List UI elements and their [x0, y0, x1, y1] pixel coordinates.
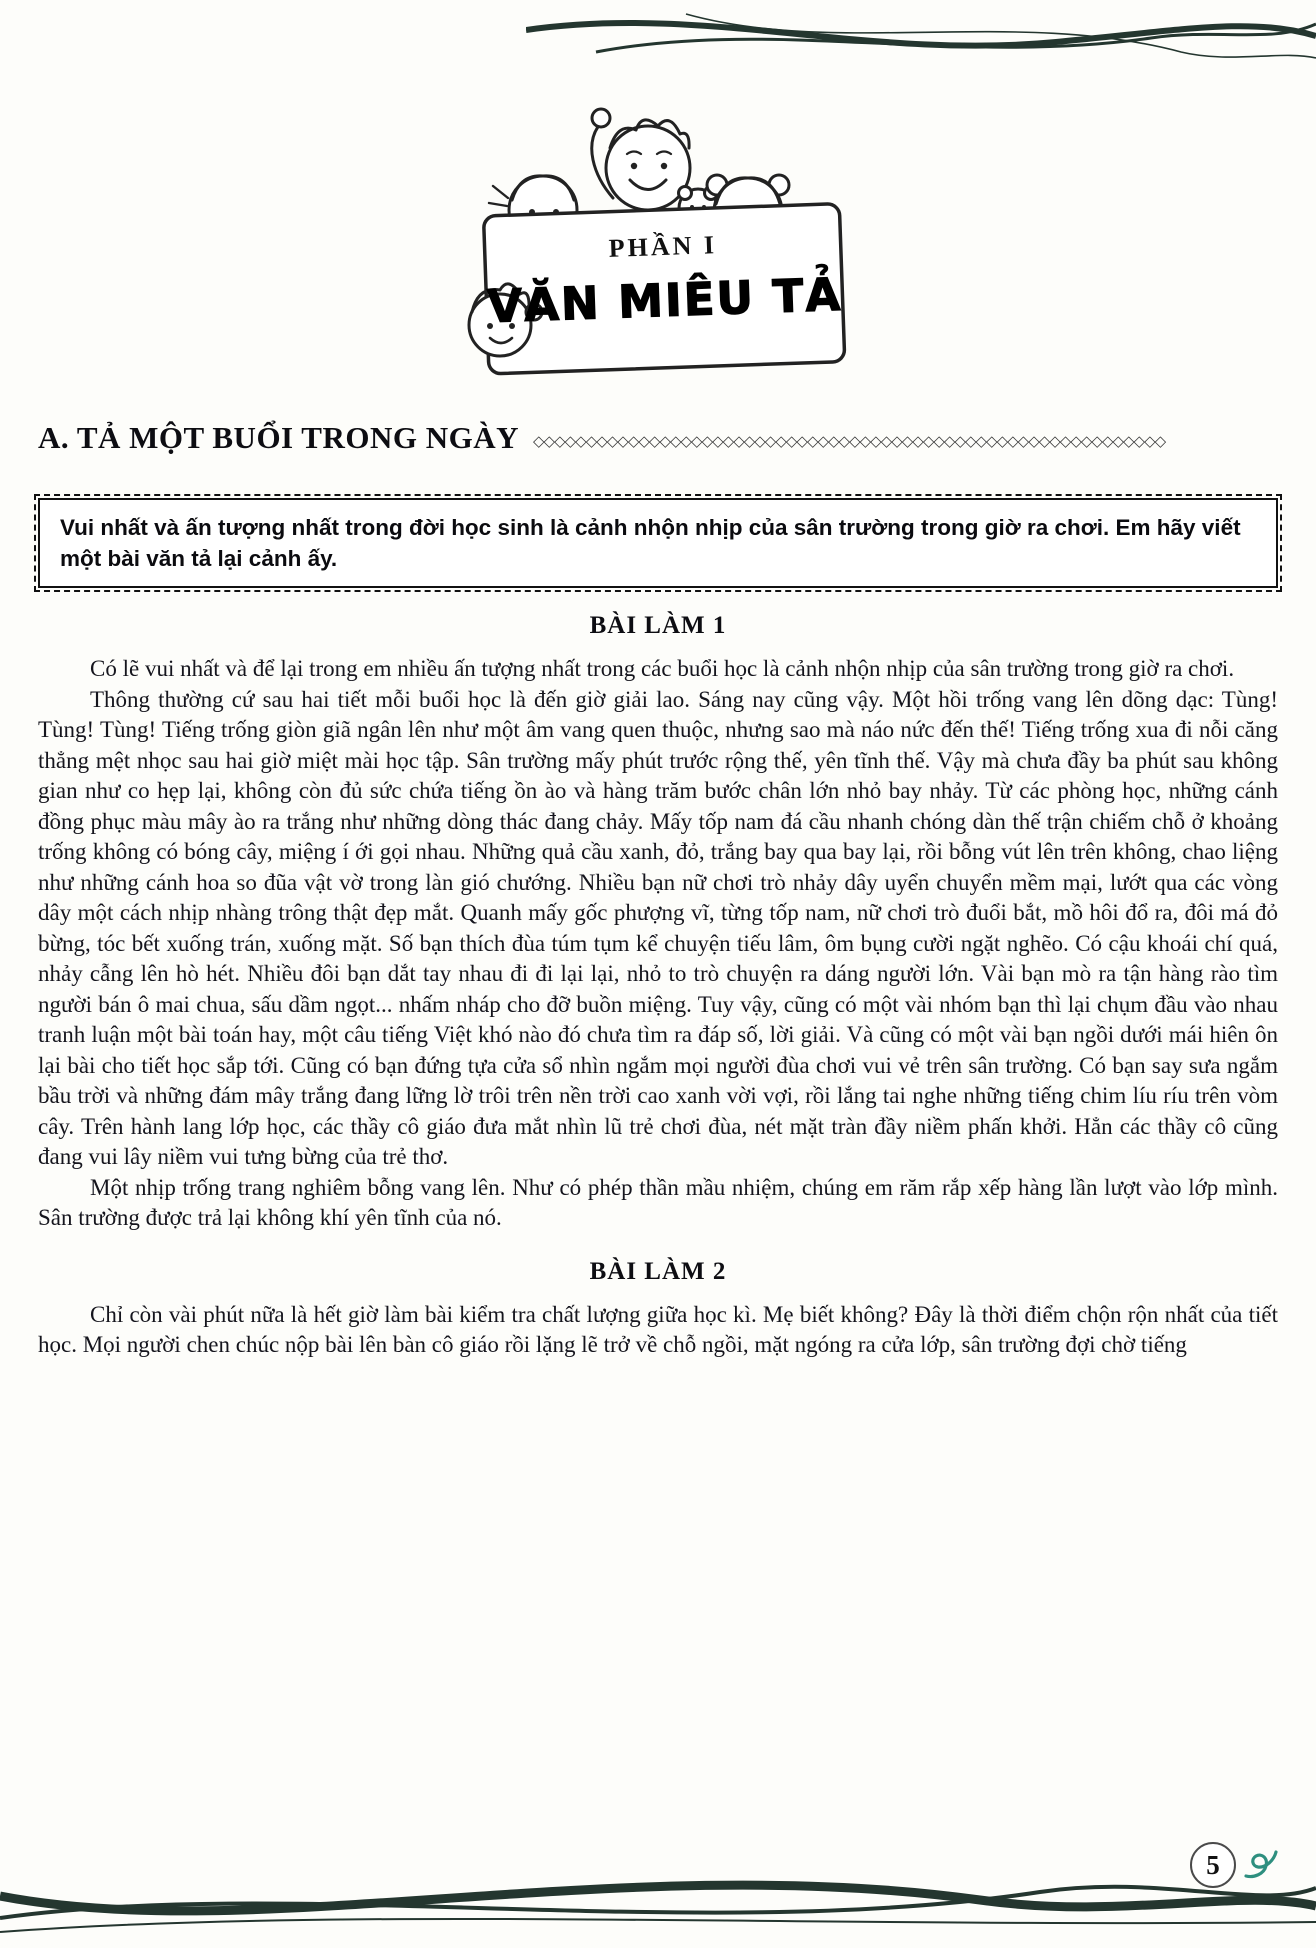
essay1-heading: BÀI LÀM 1	[589, 612, 727, 639]
part-label: PHẦN I	[608, 230, 718, 263]
part-title: VĂN MIÊU TẢ	[486, 267, 844, 334]
prompt-text: Vui nhất và ấn tượng nhất trong đời học sinh là cảnh nhộn nhịp của sân trường trong giờ ra chơi. Em hãy viết một bài văn tả lại cảnh ấy.	[60, 515, 1241, 571]
section-heading: A. TẢ MỘT BUỔI TRONG NGÀY	[38, 420, 520, 455]
header-illustration	[408, 80, 908, 390]
prompt-box	[38, 498, 1278, 588]
paragraph: Thông thường cứ sau hai tiết mỗi buổi học là đến giờ giải lao. Sáng nay cũng vậy. Một hồi trống vang lên dõng dạc: Tùng! Tùng! Tùng! Tiếng trống giòn giã ngân lên như một âm vang quen thuộc, nhưng sao mà náo nức đến thế! Tiếng trống xua đi nỗi căng thẳng mệt nhọc sau hai giờ miệt mài học tập. Sân trường mấy phút trước rộng thế, yên tĩnh thế. Vậy mà chưa đầy ba phút sau không gian như co hẹp lại, không còn đủ sức chứa tiếng ồn ào và hàng trăm bước chân lớn nhỏ bay nhảy. Từ các phòng học, những cánh đồng phục màu mây ào ra trắng như những dòng thác đang chảy. Mấy tốp nam đá cầu nhanh chóng dàn thế trận chiếm chỗ ở khoảng trống không có bóng cây, miệng í ới gọi nhau. Những quả cầu xanh, đỏ, trắng bay qua bay lại, rồi bỗng vút lên trên không, chao liệng như những cánh hoa so đũa vật vờ trong làn gió chướng. Nhiều bạn nữ chơi trò nhảy dây uyển chuyển mềm mại, lướt qua các vòng dây một cách nhịp nhàng trông thật đẹp mắt. Quanh mấy gốc phượng vĩ, từng tốp nam, nữ chơi trò đuổi bắt, mồ hôi đổ ra, đôi má đỏ bừng, tóc bết xuống trán, xuống mặt. Số bạn thích đùa túm tụm kể chuyện tiếu lâm, ôm bụng cười ngặt nghẽo. Có cậu khoái chí quá, nhảy cẫng lên hò hét. Nhiều đôi bạn dắt tay nhau đi đi lại lại, nhỏ to trò chuyện ra dáng người lớn. Vài bạn mò ra tận hàng rào tìm người bán ô mai chua, sấu dầm ngọt... nhấm nháp cho đỡ buồn miệng. Tuy vậy, cũng có một vài nhóm bạn thì lại chụm đầu vào nhau tranh luận một bài toán hay, một câu tiếng Việt khó nào đó chưa tìm ra đáp số, lời giải. Và cũng có một vài bạn ngồi dưới mái hiên ôn lại bài cho tiết học sắp tới. Cũng có bạn đứng tựa cửa sổ nhìn ngắm mọi người đùa chơi vui vẻ trên sân trường. Có bạn say sưa ngắm bầu trời và những đám mây trắng đang lững lờ trôi trên nền trời cao xanh vời vợi, rồi lắng tai nghe những tiếng chim líu ríu trên vòm cây. Trên hành lang lớp học, các thầy cô giáo đưa mắt nhìn lũ trẻ chơi đùa, nét mặt tràn đầy niềm phấn khởi. Hẳn các thầy cô cũng đang vui lây niềm vui tưng bừng của trẻ thơ.	[38, 686, 1278, 1169]
diamond-chain-decoration	[533, 432, 1278, 451]
section-heading-row	[38, 420, 1278, 456]
essay1-body	[38, 654, 1278, 1234]
paragraph: Một nhịp trống trang nghiêm bỗng vang lên. Như có phép thần mầu nhiệm, chúng em răm rắp xếp hàng lần lượt vào lớp mình. Sân trường được trả lại không khí yên tĩnh của nó.	[38, 1174, 1278, 1230]
page-number: 5	[1190, 1842, 1236, 1888]
essay2-body	[38, 1300, 1278, 1361]
essay2-heading: BÀI LÀM 2	[589, 1257, 727, 1285]
title-banner	[484, 226, 843, 333]
top-swirl-decoration	[526, 0, 1316, 82]
paragraph: Có lẽ vui nhất và để lại trong em nhiều ấn tượng nhất trong các buổi học là cảnh nhộn nhịp của sân trường trong giờ ra chơi.	[90, 656, 1235, 681]
paragraph: Chỉ còn vài phút nữa là hết giờ làm bài kiểm tra chất lượng giữa học kì. Mẹ biết không? Đây là thời điểm chộn rộn nhất của tiết học. Mọi người chen chúc nộp bài lên bàn cô giáo rồi lặng lẽ trở về chỗ ngồi, mặt ngóng ra cửa lớp, sân trường đợi chờ tiếng	[38, 1301, 1278, 1357]
bottom-swirl-decoration	[0, 1860, 1316, 1948]
cartoon-boy-center	[592, 109, 690, 210]
